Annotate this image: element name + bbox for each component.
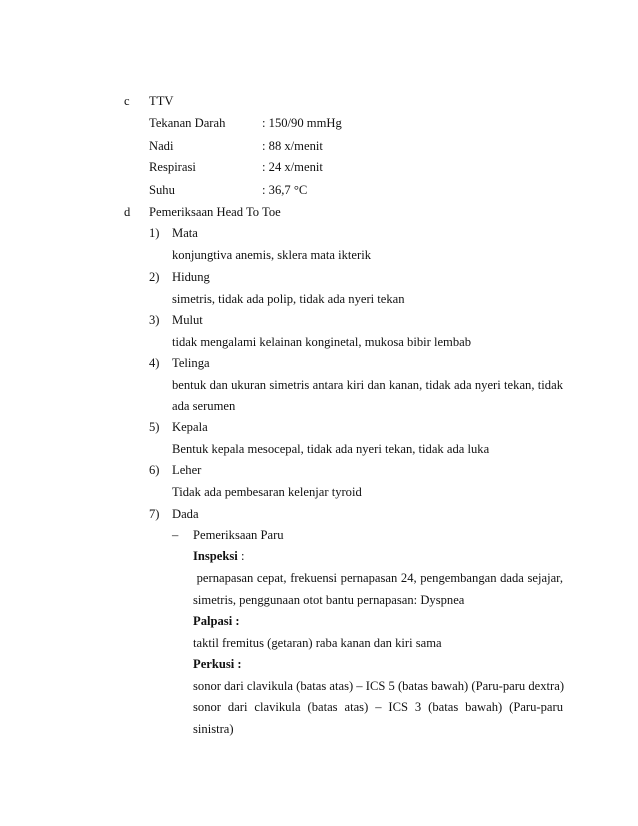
ttv-value-suhu: : 36,7 °C: [262, 183, 308, 197]
item-number-hidung: 2): [149, 270, 160, 284]
ttv-label-nadi: Nadi: [149, 139, 174, 153]
item-text-telinga-line2: ada serumen: [172, 399, 236, 413]
item-title-leher: Leher: [172, 463, 202, 477]
paru-title: Pemeriksaan Paru: [193, 528, 284, 542]
perkusi-label: Perkusi :: [193, 657, 242, 671]
inspeksi-heading: [193, 549, 244, 564]
item-title-mulut: Mulut: [172, 313, 203, 327]
item-number-mulut: 3): [149, 313, 160, 327]
item-text-telinga-line1: bentuk dan ukuran simetris antara kiri dan kanan, tidak ada nyeri tekan, tidak: [172, 378, 563, 392]
inspeksi-label: Inspeksi: [193, 549, 238, 563]
item-title-mata: Mata: [172, 226, 198, 240]
perkusi-text-line3: sinistra): [193, 722, 234, 736]
section-title-ttv: TTV: [149, 94, 174, 108]
palpasi-text: taktil fremitus (getaran) raba kanan dan kiri sama: [193, 636, 442, 650]
section-marker-c: c: [124, 94, 130, 108]
item-text-mata: konjungtiva anemis, sklera mata ikterik: [172, 248, 371, 262]
paru-dash: –: [172, 528, 179, 542]
inspeksi-text-line2: simetris, penggunaan otot bantu pernapasan: Dyspnea: [193, 593, 465, 607]
item-text-leher: Tidak ada pembesaran kelenjar tyroid: [172, 485, 362, 499]
perkusi-text-line2: sonor dari clavikula (batas atas) – ICS 3 (batas bawah) (Paru-paru: [193, 700, 563, 714]
inspeksi-colon: :: [237, 549, 245, 563]
item-title-telinga: Telinga: [172, 356, 210, 370]
item-number-telinga: 4): [149, 356, 160, 370]
ttv-value-tekanan-darah: : 150/90 mmHg: [262, 116, 342, 130]
item-text-kepala: Bentuk kepala mesocepal, tidak ada nyeri tekan, tidak ada luka: [172, 442, 490, 456]
item-number-kepala: 5): [149, 420, 160, 434]
ttv-value-nadi: : 88 x/menit: [262, 139, 323, 153]
perkusi-text-line1: sonor dari clavikula (batas atas) – ICS 5 (batas bawah) (Paru-paru dextra): [193, 679, 565, 693]
item-title-hidung: Hidung: [172, 270, 210, 284]
ttv-label-respirasi: Respirasi: [149, 160, 196, 174]
palpasi-label: Palpasi :: [193, 614, 240, 628]
item-number-dada: 7): [149, 507, 160, 521]
item-number-leher: 6): [149, 463, 160, 477]
item-title-dada: Dada: [172, 507, 199, 521]
ttv-label-tekanan-darah: Tekanan Darah: [149, 116, 226, 130]
ttv-value-respirasi: : 24 x/menit: [262, 160, 323, 174]
item-title-kepala: Kepala: [172, 420, 208, 434]
item-text-mulut: tidak mengalami kelainan konginetal, mukosa bibir lembab: [172, 335, 472, 349]
inspeksi-text-line1: pernapasan cepat, frekuensi pernapasan 24, pengembangan dada sejajar,: [193, 571, 563, 585]
item-text-hidung: simetris, tidak ada polip, tidak ada nyeri tekan: [172, 292, 405, 306]
section-marker-d: d: [124, 205, 131, 219]
section-title-head-to-toe: Pemeriksaan Head To Toe: [149, 205, 281, 219]
item-number-mata: 1): [149, 226, 160, 240]
ttv-label-suhu: Suhu: [149, 183, 175, 197]
